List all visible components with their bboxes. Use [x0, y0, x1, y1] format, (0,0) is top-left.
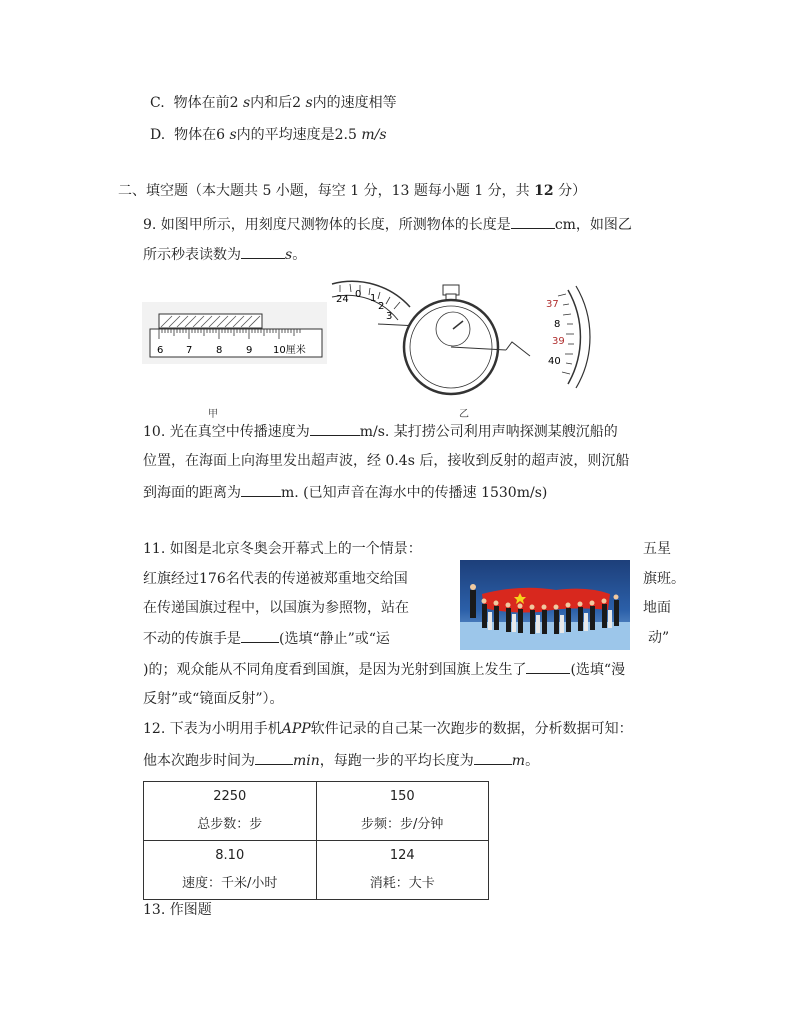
q11-line-4-right: 动” — [648, 630, 670, 646]
ruler-figure — [142, 302, 327, 364]
scale-outer-arc — [568, 290, 580, 384]
table-cell-speed: 8.10 速度：千米/小时 — [144, 841, 317, 900]
q11-line-6: 反射”或“镜面反射”）。 — [143, 691, 284, 707]
q11-line-4: 不动的传旗手是 (选填“静止”或“运 — [143, 628, 390, 649]
dial-label-0: 0 — [355, 289, 362, 300]
q11-line-5: )的；观众能从不同角度看到国旗，是因为光射到国旗上发生了 (选填“漫 — [143, 659, 625, 680]
q11-blank-2[interactable] — [526, 659, 570, 674]
dial-label-24: 24 — [336, 294, 349, 305]
table-cell-calories: 124 消耗：大卡 — [316, 841, 489, 900]
scale-label-40: 40 — [548, 356, 561, 367]
q8-option-d: D. 物体在6 s内的平均速度是2.5 m/s — [150, 127, 387, 143]
q12-blank-2[interactable] — [474, 750, 512, 765]
q9-blank-2[interactable] — [241, 244, 285, 259]
q10-blank-2[interactable] — [241, 482, 281, 497]
table-row — [144, 782, 489, 841]
q10-blank-1[interactable] — [310, 421, 360, 436]
figure-caption-jia: 甲 — [208, 409, 218, 420]
stopwatch-figure — [330, 272, 592, 412]
figure-caption-yi: 乙 — [459, 409, 469, 420]
dial-label-2: 2 — [378, 301, 385, 312]
table-cell-cadence: 150 步频：步/分钟 — [316, 782, 489, 841]
table-cell-total-steps: 2250 总步数：步 — [144, 782, 317, 841]
running-data-table — [143, 781, 489, 900]
ceremony-photo — [460, 560, 630, 650]
q11-line-3-right: 地面 — [643, 600, 671, 616]
scale-label-37: 37 — [546, 299, 559, 310]
q10-line-1: 10. 光在真空中传播速度为 m/s. 某打捞公司利用声呐探测某艘沉船的 — [143, 421, 618, 442]
ruler-label-7: 7 — [186, 345, 193, 356]
second-leader-line — [506, 342, 530, 356]
q10-line-2: 位置，在海面上向海里发出超声波，经 0.4s 后，接收到反射的超声波，则沉船 — [143, 453, 630, 469]
ruler-label-8: 8 — [216, 345, 223, 356]
scale-label-8: 8 — [554, 319, 561, 330]
dial-label-1: 1 — [370, 293, 377, 304]
q10-line-3: 到海面的距离为 m. (已知声音在海水中的传播速 1530m/s) — [143, 482, 547, 503]
section-heading: 二、填空题（本大题共 5 小题，每空 1 分，13 题每小题 1 分，共 12 分） — [118, 183, 587, 199]
q11-line-2: 红旗经过176名代表的传递被郑重地交给国 — [143, 571, 408, 587]
q11-line-1-right: 五星 — [643, 541, 671, 557]
ruler-label-10: 10厘米 — [273, 345, 306, 356]
q12-line-1: 12. 下表为小明用手机APP软件记录的自己某一次跑步的数据，分析数据可知： — [143, 721, 633, 737]
table-row — [144, 841, 489, 900]
q11-line-1: 11. 如图是北京冬奥会开幕式上的一个情景： — [143, 541, 422, 557]
q12-blank-1[interactable] — [255, 750, 293, 765]
q12-line-2: 他本次跑步时间为 min，每跑一步的平均长度为 m。 — [143, 750, 539, 771]
q8-option-c: C. 物体在前2 s内和后2 s内的速度相等 — [150, 95, 397, 111]
q9-line-1: 9. 如图甲所示，用刻度尺测物体的长度，所测物体的长度是 cm，如图乙 — [143, 214, 632, 235]
q11-blank-1[interactable] — [241, 628, 279, 643]
scale-rim-arc — [576, 286, 590, 388]
ruler-label-6: 6 — [157, 345, 164, 356]
q11-line-2-right: 旗班。 — [643, 571, 685, 587]
q13-title: 13. 作图题 — [143, 902, 212, 918]
q9-line-2: 所示秒表读数为 s。 — [143, 244, 306, 265]
q11-line-3: 在传递国旗过程中，以国旗为参照物，站在 — [143, 600, 409, 616]
scale-label-39: 39 — [552, 336, 565, 347]
q9-blank-1[interactable] — [511, 214, 555, 229]
dial-label-3: 3 — [386, 311, 393, 322]
ruler-label-9: 9 — [246, 345, 253, 356]
